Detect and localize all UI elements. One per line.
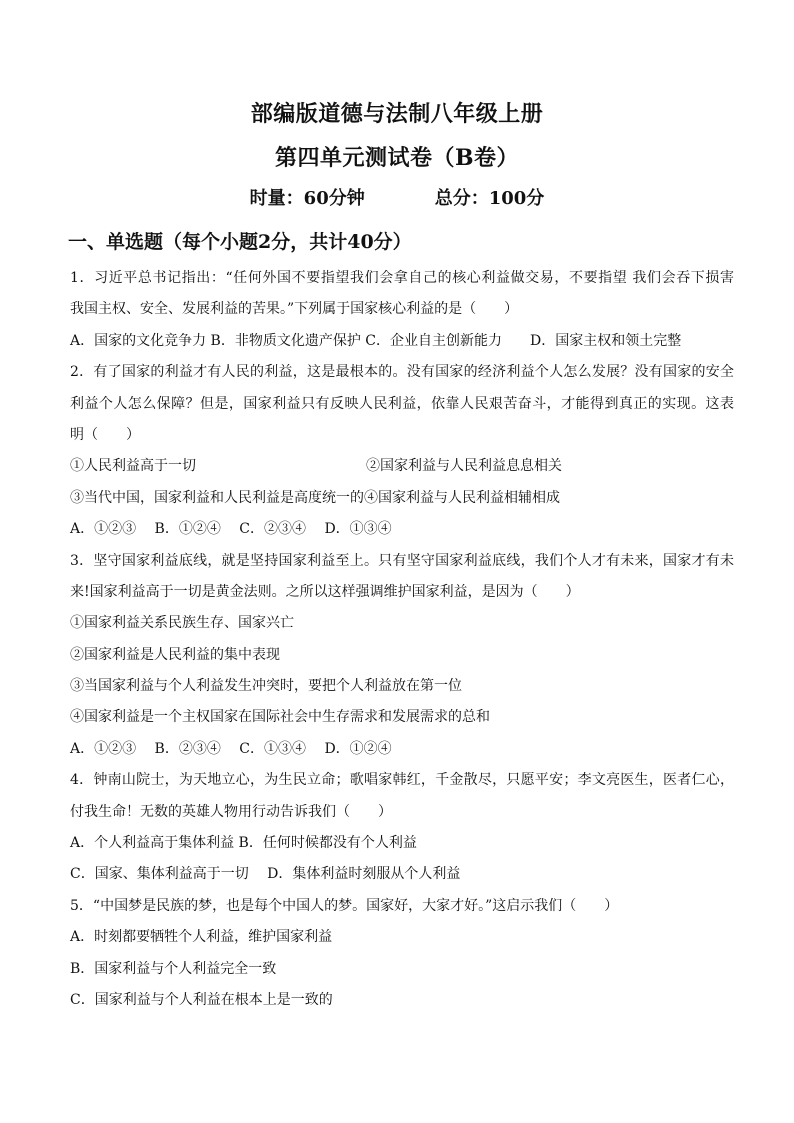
exam-meta [0, 186, 794, 212]
question-3-line-2: 来!国家利益高于一切是黄金法则。之所以这样强调维护国家利益，是因为（ ） [70, 583, 580, 600]
question-4-options-cd: C．国家、集体利益高于一切 D．集体利益时刻服从个人利益 [70, 866, 461, 883]
question-4-line-2: 付我生命！无数的英雄人物用行动告诉我们（ ） [70, 803, 392, 820]
question-5-option-c: C．国家利益与个人利益在根本上是一致的 [70, 991, 333, 1008]
question-5-line-1: 5．“中国梦是民族的梦，也是每个中国人的梦。国家好，大家才好。”这启示我们（ ） [70, 897, 619, 914]
question-2-line-3: 明（ ） [70, 426, 140, 443]
question-3-statement-1: ①国家利益关系民族生存、国家兴亡 [70, 615, 294, 632]
time-label: 时量：60分钟 [249, 188, 365, 209]
document-subtitle: 第四单元测试卷（B卷） [274, 145, 520, 171]
question-5-option-a: A．时刻都要牺牲个人利益，维护国家利益 [70, 929, 333, 946]
question-2-statements-3-4: ③当代中国，国家利益和人民利益是高度统一的④国家利益与人民利益相辅相成 [70, 489, 560, 506]
question-list [70, 263, 734, 1016]
score-label: 总分：100分 [434, 188, 545, 209]
question-2-options: A．①②③ B．①②④ C．②③④ D．①③④ [70, 521, 392, 538]
question-1-line-2: 我国主权、安全、发展利益的苦果。”下列属于国家核心利益的是（ ） [70, 301, 519, 318]
question-3-statement-3: ③当国家利益与个人利益发生冲突时，要把个人利益放在第一位 [70, 678, 462, 695]
document-title: 部编版道德与法制八年级上册 [250, 101, 544, 127]
question-1-line-1: 1．习近平总书记指出：“任何外国不要指望我们会拿自己的核心利益做交易，不要指望 我们会吞下损害 [70, 270, 734, 286]
question-2-statement-2: ②国家利益与人民利益息息相关 [366, 458, 562, 475]
question-2-statements-row [70, 451, 734, 482]
question-1-options: A．国家的文化竞争力 B．非物质文化遗产保护 C．企业自主创新能力 D．国家主权和领土完整 [70, 332, 682, 349]
question-2-line-2: 利益个人怎么保障？但是，国家利益只有反映人民利益，依靠人民艰苦奋斗，才能得到真正的实现。这表 [70, 395, 734, 412]
question-5-option-b: B．国家利益与个人利益完全一致 [70, 960, 277, 977]
question-3-statement-2: ②国家利益是人民利益的集中表现 [70, 646, 280, 663]
question-2-statement-1: ①人民利益高于一切 [70, 458, 196, 475]
question-3-line-1: 3．坚守国家利益底线，就是坚持国家利益至上。只有坚守国家利益底线，我们个人才有未来，国家才有未 [70, 552, 734, 569]
question-3-options: A．①②③ B．②③④ C．①③④ D．①②④ [70, 740, 392, 757]
section-heading: 一、单选题（每个小题2分，共计40分） [68, 231, 412, 253]
question-4-options-ab: A．个人利益高于集体利益 B．任何时候都没有个人利益 [70, 835, 417, 852]
question-4-line-1: 4．钟南山院士，为天地立心，为生民立命；歌唱家韩红，千金散尽，只愿平安；李文亮医生，医者仁心， [70, 772, 734, 789]
question-2-line-1: 2．有了国家的利益才有人民的利益，这是最根本的。没有国家的经济利益个人怎么发展？没有国家的安全 [70, 364, 734, 381]
question-3-statement-4: ④国家利益是一个主权国家在国际社会中生存需求和发展需求的总和 [70, 709, 490, 726]
